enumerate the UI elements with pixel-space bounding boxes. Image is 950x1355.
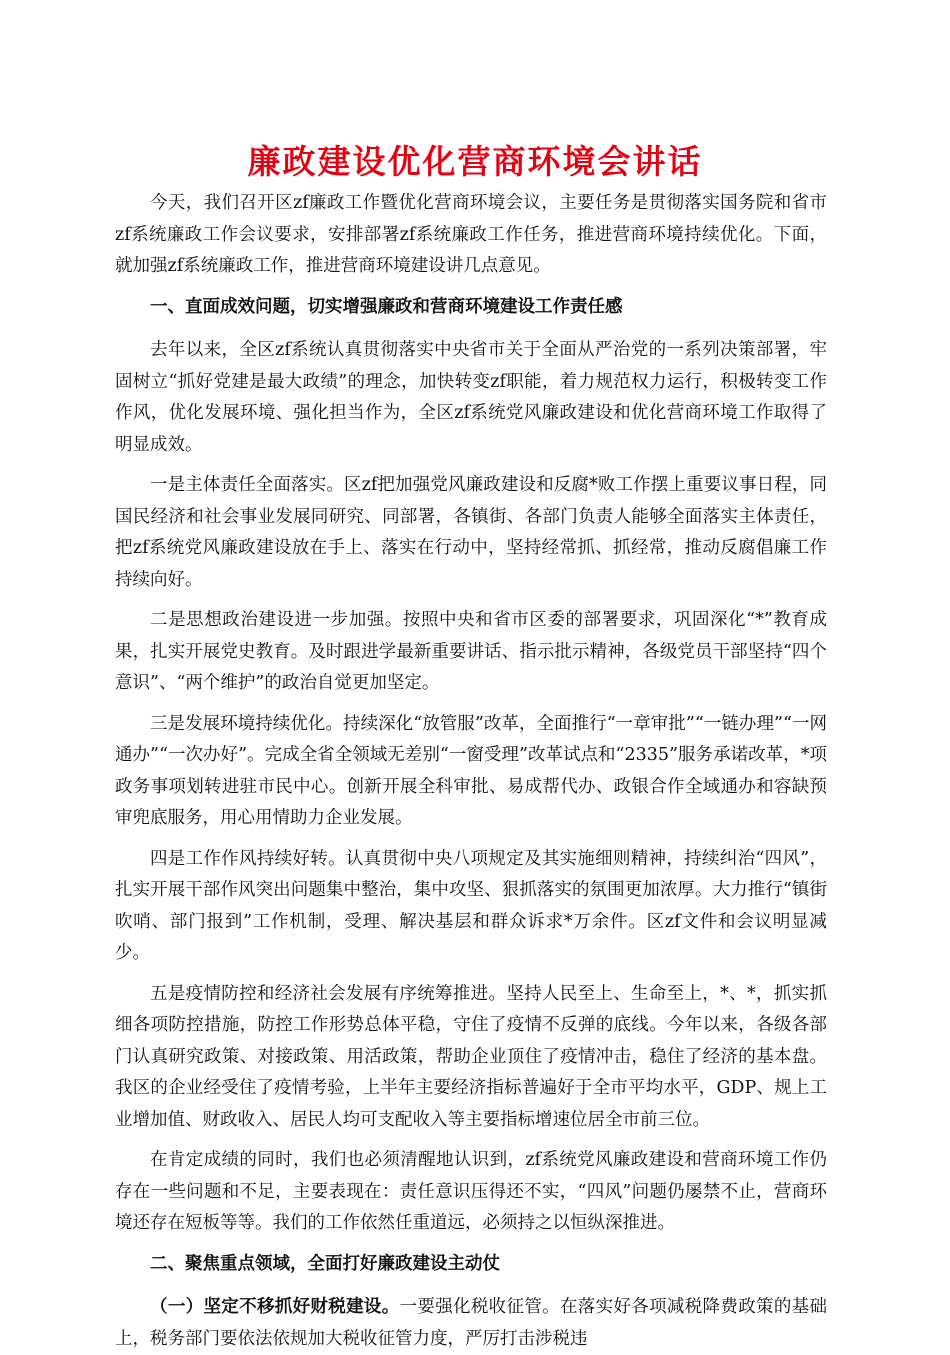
paragraph: 四是工作作风持续好转。认真贯彻中央八项规定及其实施细则精神，持续纠治“四风”，扎实开展干部作风突出问题集中整治，集中攻坚、狠抓落实的氛围更加浓厚。大力推行“镇街吹哨、部门报到”工作机制，受理、解决基层和群众诉求*万余件。区zf文件和会议明显减少。 (115, 848, 827, 963)
paragraph-intro: 今天，我们召开区zf廉政工作暨优化营商环境会议，主要任务是贯彻落实国务院和省市zf系统廉政工作会议要求，安排部署zf系统廉政工作任务，推进营商环境持续优化。下面，就加强zf系统廉政工作，推进营商环境建设讲几点意见。 (115, 193, 827, 276)
paragraph: 在肯定成绩的同时，我们也必须清醒地认识到，zf系统党风廉政建设和营商环境工作仍存在一些问题和不足，主要表现在：责任意识压得还不实，“四风”问题仍屡禁不止，营商环境还存在短板等等。我们的工作依然任重道远，必须持之以恒纵深推进。 (115, 1150, 827, 1233)
document-title: 廉政建设优化营商环境会讲话 (247, 142, 703, 181)
section-heading-2: 二、聚焦重点领域，全面打好廉政建设主动仗 (150, 1253, 500, 1274)
paragraph: 一是主体责任全面落实。区zf把加强党风廉政建设和反腐*败工作摆上重要议事日程，同国民经济和社会事业发展同研究、同部署，各镇街、各部门负责人能够全面落实主体责任，把zf系统党风廉政建设放在手上、落实在行动中，坚持经常抓、抓经常，推动反腐倡廉工作持续向好。 (115, 475, 827, 590)
section-heading-1: 一、直面成效问题，切实增强廉政和营商环境建设工作责任感 (150, 296, 623, 317)
paragraph: 二是思想政治建设进一步加强。按照中央和省市区委的部署要求，巩固深化“*”教育成果，扎实开展党史教育。及时跟进学最新重要讲话、指示批示精神，各级党员干部坚持“四个意识”、“两个维护”的政治自觉更加坚定。 (115, 610, 827, 693)
paragraph-subsection-1 (115, 1292, 827, 1355)
paragraph: 去年以来，全区zf系统认真贯彻落实中央省市关于全面从严治党的一系列决策部署，牢固树立“抓好党建是最大政绩”的理念，加快转变zf职能，着力规范权力运行，积极转变工作作风，优化发展环境、强化担当作为，全区zf系统党风廉政建设和优化营商环境工作取得了明显成效。 (115, 340, 827, 455)
paragraph: 三是发展环境持续优化。持续深化“放管服”改革，全面推行“一章审批”“一链办理”“一网通办”“一次办好”。完成全省全领域无差别“一窗受理”改革试点和“2335”服务承诺改革，*项政务事项划转进驻市民中心。创新开展全科审批、易成帮代办、政银合作全域通办和容缺预审兜底服务，用心用情助力企业发展。 (115, 713, 827, 828)
paragraph: 五是疫情防控和经济社会发展有序统筹推进。坚持人民至上、生命至上，*、*，抓实抓细各项防控措施，防控工作形势总体平稳，守住了疫情不反弹的底线。今年以来，各级各部门认真研究政策、对接政策、用活政策，帮助企业顶住了疫情冲击，稳住了经济的基本盘。我区的企业经受住了疫情考验，上半年主要经济指标普遍好于全市平均水平，GDP、规上工业增加值、财政收入、居民人均可支配收入等主要指标增速位居全市前三位。 (115, 983, 827, 1130)
subsection-lead: （一）坚定不移抓好财税建设。 (150, 1297, 400, 1317)
document-body (115, 188, 827, 1355)
subsection-text: 一要强化税收征管。在落实好各项减税降费政策的基础上，税务部门要依法依规加大税收征管力度，严厉打击涉税违 (115, 1297, 828, 1349)
